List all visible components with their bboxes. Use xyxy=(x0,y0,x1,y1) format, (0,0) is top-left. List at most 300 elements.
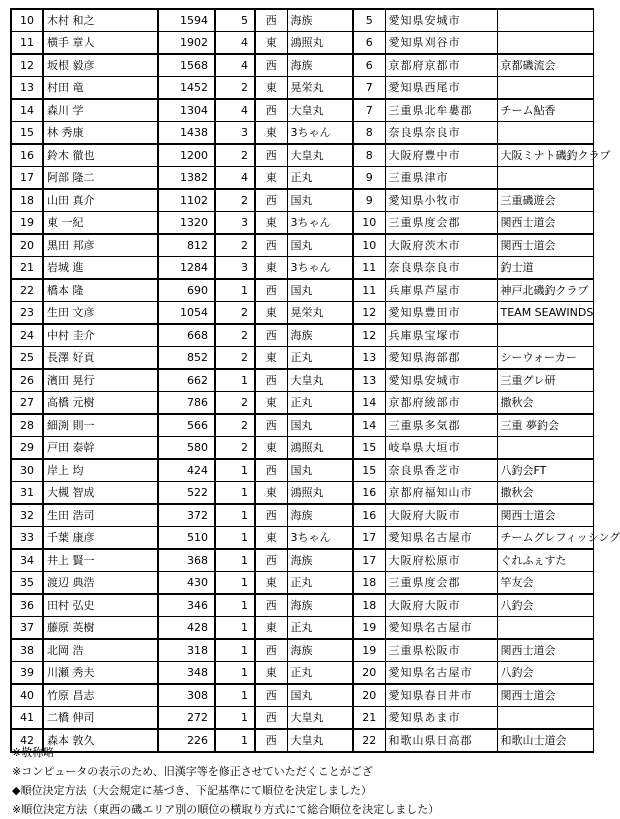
count-cell: 1 xyxy=(215,549,255,572)
table-row xyxy=(11,572,593,595)
club-cell: 竿友会 xyxy=(497,572,593,595)
name-cell: 藤原 英樹 xyxy=(43,617,158,640)
rank-cell: 24 xyxy=(11,324,43,347)
area-rank-cell: 7 xyxy=(353,77,385,100)
points-cell: 1382 xyxy=(158,167,215,190)
area-cell: 東 xyxy=(255,437,287,460)
area-rank-cell: 11 xyxy=(353,279,385,302)
club-cell: 撒秋会 xyxy=(497,392,593,415)
table-row xyxy=(11,347,593,370)
name-cell: 北岡 浩 xyxy=(43,639,158,662)
count-cell: 3 xyxy=(215,257,255,280)
name-cell: 鈴木 徹也 xyxy=(43,144,158,167)
table-row xyxy=(11,707,593,730)
ship-cell: 正丸 xyxy=(287,617,353,640)
ship-cell: 国丸 xyxy=(287,414,353,437)
name-cell: 森川 学 xyxy=(43,99,158,122)
area-rank-cell: 9 xyxy=(353,189,385,212)
club-cell: 関西士道会 xyxy=(497,684,593,707)
place-cell: 兵庫県芦屋市 xyxy=(385,279,497,302)
area-rank-cell: 13 xyxy=(353,347,385,370)
club-cell: 和歌山士道会 xyxy=(497,729,593,752)
count-cell: 1 xyxy=(215,617,255,640)
name-cell: 林 秀康 xyxy=(43,122,158,145)
name-cell: 山田 真介 xyxy=(43,189,158,212)
points-cell: 346 xyxy=(158,594,215,617)
rank-cell: 40 xyxy=(11,684,43,707)
name-cell: 生田 文彦 xyxy=(43,302,158,325)
count-cell: 2 xyxy=(215,189,255,212)
table-row xyxy=(11,189,593,212)
place-cell: 三重県度会郡 xyxy=(385,212,497,235)
name-cell: 細渕 則一 xyxy=(43,414,158,437)
area-cell: 西 xyxy=(255,324,287,347)
club-cell: 釣士道 xyxy=(497,257,593,280)
area-rank-cell: 8 xyxy=(353,144,385,167)
area-rank-cell: 6 xyxy=(353,32,385,55)
ship-cell: 海族 xyxy=(287,594,353,617)
place-cell: 三重県北牟婁郡 xyxy=(385,99,497,122)
points-cell: 424 xyxy=(158,459,215,482)
rank-cell: 34 xyxy=(11,549,43,572)
club-cell: 大阪ミナト磯釣クラブ xyxy=(497,144,593,167)
points-cell: 368 xyxy=(158,549,215,572)
table-row xyxy=(11,302,593,325)
name-cell: 二橋 伸司 xyxy=(43,707,158,730)
area-cell: 東 xyxy=(255,122,287,145)
points-cell: 580 xyxy=(158,437,215,460)
place-cell: 京都府綾部市 xyxy=(385,392,497,415)
club-cell xyxy=(497,437,593,460)
area-cell: 東 xyxy=(255,572,287,595)
place-cell: 奈良県奈良市 xyxy=(385,122,497,145)
points-cell: 690 xyxy=(158,279,215,302)
name-cell: 川瀬 秀夫 xyxy=(43,662,158,685)
count-cell: 2 xyxy=(215,324,255,347)
results-table xyxy=(10,8,620,753)
rank-cell: 25 xyxy=(11,347,43,370)
area-cell: 東 xyxy=(255,302,287,325)
points-cell: 1902 xyxy=(158,32,215,55)
count-cell: 4 xyxy=(215,167,255,190)
name-cell: 生田 浩司 xyxy=(43,504,158,527)
points-cell: 430 xyxy=(158,572,215,595)
name-cell: 坂根 毅彦 xyxy=(43,54,158,77)
place-cell: 兵庫県宝塚市 xyxy=(385,324,497,347)
rank-cell: 11 xyxy=(11,32,43,55)
area-cell: 西 xyxy=(255,594,287,617)
rank-cell: 27 xyxy=(11,392,43,415)
name-cell: 岸上 均 xyxy=(43,459,158,482)
club-cell: 三重 夢釣会 xyxy=(497,414,593,437)
club-cell: 三重グレ研 xyxy=(497,369,593,392)
rank-cell: 10 xyxy=(11,9,43,32)
area-rank-cell: 18 xyxy=(353,572,385,595)
place-cell: 岐阜県大垣市 xyxy=(385,437,497,460)
points-cell: 1200 xyxy=(158,144,215,167)
club-cell xyxy=(497,122,593,145)
table-row xyxy=(11,504,593,527)
ship-cell: 大皇丸 xyxy=(287,99,353,122)
rank-cell: 36 xyxy=(11,594,43,617)
count-cell: 1 xyxy=(215,527,255,550)
area-cell: 西 xyxy=(255,189,287,212)
area-cell: 東 xyxy=(255,32,287,55)
table-row xyxy=(11,639,593,662)
points-cell: 1568 xyxy=(158,54,215,77)
place-cell: 大阪府大阪市 xyxy=(385,594,497,617)
points-cell: 1304 xyxy=(158,99,215,122)
table-row xyxy=(11,234,593,257)
rank-cell: 19 xyxy=(11,212,43,235)
name-cell: 千葉 康彦 xyxy=(43,527,158,550)
area-cell: 東 xyxy=(255,347,287,370)
ship-cell: 3ちゃん xyxy=(287,212,353,235)
club-cell: 八釣会FT xyxy=(497,459,593,482)
points-cell: 1102 xyxy=(158,189,215,212)
ship-cell: 海族 xyxy=(287,504,353,527)
area-rank-cell: 12 xyxy=(353,302,385,325)
count-cell: 4 xyxy=(215,32,255,55)
count-cell: 2 xyxy=(215,144,255,167)
table-row xyxy=(11,279,593,302)
place-cell: 愛知県あま市 xyxy=(385,707,497,730)
rank-cell: 28 xyxy=(11,414,43,437)
rank-cell: 38 xyxy=(11,639,43,662)
ship-cell: 晃栄丸 xyxy=(287,77,353,100)
ship-cell: 国丸 xyxy=(287,189,353,212)
rank-cell: 15 xyxy=(11,122,43,145)
area-rank-cell: 11 xyxy=(353,257,385,280)
club-cell: 関西士道会 xyxy=(497,234,593,257)
club-cell xyxy=(497,617,593,640)
ship-cell: 正丸 xyxy=(287,392,353,415)
points-cell: 226 xyxy=(158,729,215,752)
table-row xyxy=(11,77,593,100)
table-row xyxy=(11,549,593,572)
area-cell: 西 xyxy=(255,234,287,257)
ship-cell: 正丸 xyxy=(287,662,353,685)
club-cell: ぐれふぇすた xyxy=(497,549,593,572)
rank-cell: 41 xyxy=(11,707,43,730)
results-table-body xyxy=(11,9,620,752)
ship-cell: 海族 xyxy=(287,9,353,32)
rank-cell: 17 xyxy=(11,167,43,190)
area-cell: 西 xyxy=(255,369,287,392)
area-rank-cell: 8 xyxy=(353,122,385,145)
table-row xyxy=(11,167,593,190)
rank-cell: 32 xyxy=(11,504,43,527)
place-cell: 大阪府茨木市 xyxy=(385,234,497,257)
name-cell: 濱田 晃行 xyxy=(43,369,158,392)
place-cell: 和歌山県日高郡 xyxy=(385,729,497,752)
area-cell: 西 xyxy=(255,549,287,572)
table-row xyxy=(11,257,593,280)
count-cell: 1 xyxy=(215,504,255,527)
rank-cell: 21 xyxy=(11,257,43,280)
ship-cell: 3ちゃん xyxy=(287,257,353,280)
area-cell: 西 xyxy=(255,54,287,77)
place-cell: 愛知県春日井市 xyxy=(385,684,497,707)
place-cell: 大阪府豊中市 xyxy=(385,144,497,167)
club-cell: 京都磯流会 xyxy=(497,54,593,77)
points-cell: 510 xyxy=(158,527,215,550)
club-cell: 関西士道会 xyxy=(497,504,593,527)
rank-cell: 23 xyxy=(11,302,43,325)
place-cell: 愛知県海部郡 xyxy=(385,347,497,370)
points-cell: 308 xyxy=(158,684,215,707)
area-cell: 西 xyxy=(255,144,287,167)
count-cell: 2 xyxy=(215,302,255,325)
club-cell xyxy=(497,77,593,100)
area-cell: 西 xyxy=(255,9,287,32)
club-cell: 八釣会 xyxy=(497,594,593,617)
ship-cell: 海族 xyxy=(287,324,353,347)
area-cell: 東 xyxy=(255,662,287,685)
table-row xyxy=(11,324,593,347)
points-cell: 1594 xyxy=(158,9,215,32)
rank-cell: 13 xyxy=(11,77,43,100)
table-row xyxy=(11,99,593,122)
area-cell: 西 xyxy=(255,459,287,482)
count-cell: 2 xyxy=(215,234,255,257)
place-cell: 奈良県香芝市 xyxy=(385,459,497,482)
name-cell: 橋本 隆 xyxy=(43,279,158,302)
count-cell: 2 xyxy=(215,347,255,370)
ship-cell: 鴻照丸 xyxy=(287,482,353,505)
table-row xyxy=(11,369,593,392)
ship-cell: 正丸 xyxy=(287,167,353,190)
ship-cell: 国丸 xyxy=(287,234,353,257)
points-cell: 1320 xyxy=(158,212,215,235)
area-rank-cell: 17 xyxy=(353,527,385,550)
place-cell: 京都府京都市 xyxy=(385,54,497,77)
points-cell: 1054 xyxy=(158,302,215,325)
points-cell: 662 xyxy=(158,369,215,392)
club-cell: TEAM SEAWINDS xyxy=(497,302,593,325)
note-honorifics: ※敬称略 xyxy=(12,746,55,759)
area-rank-cell: 14 xyxy=(353,414,385,437)
name-cell: 岩城 進 xyxy=(43,257,158,280)
table-row xyxy=(11,32,593,55)
count-cell: 2 xyxy=(215,414,255,437)
count-cell: 5 xyxy=(215,9,255,32)
area-rank-cell: 17 xyxy=(353,549,385,572)
place-cell: 愛知県名古屋市 xyxy=(385,662,497,685)
name-cell: 戸田 泰幹 xyxy=(43,437,158,460)
rank-cell: 39 xyxy=(11,662,43,685)
rank-cell: 12 xyxy=(11,54,43,77)
table-row xyxy=(11,9,593,32)
count-cell: 1 xyxy=(215,662,255,685)
table-row xyxy=(11,414,593,437)
ship-cell: 国丸 xyxy=(287,684,353,707)
count-cell: 2 xyxy=(215,77,255,100)
table-row xyxy=(11,662,593,685)
count-cell: 2 xyxy=(215,437,255,460)
place-cell: 愛知県安城市 xyxy=(385,9,497,32)
table-row xyxy=(11,144,593,167)
rank-cell: 18 xyxy=(11,189,43,212)
name-cell: 大槻 智成 xyxy=(43,482,158,505)
note-ranking-method: ◆順位決定方法（大会規定に基づき、下記基準にて順位を決定しました） xyxy=(12,784,373,797)
place-cell: 大阪府松原市 xyxy=(385,549,497,572)
count-cell: 1 xyxy=(215,369,255,392)
ship-cell: 大皇丸 xyxy=(287,144,353,167)
area-cell: 東 xyxy=(255,392,287,415)
table-row xyxy=(11,684,593,707)
area-rank-cell: 15 xyxy=(353,459,385,482)
area-rank-cell: 20 xyxy=(353,662,385,685)
area-rank-cell: 13 xyxy=(353,369,385,392)
area-rank-cell: 15 xyxy=(353,437,385,460)
area-rank-cell: 21 xyxy=(353,707,385,730)
points-cell: 852 xyxy=(158,347,215,370)
count-cell: 1 xyxy=(215,707,255,730)
count-cell: 4 xyxy=(215,99,255,122)
rank-cell: 35 xyxy=(11,572,43,595)
club-cell: 八釣会 xyxy=(497,662,593,685)
count-cell: 2 xyxy=(215,392,255,415)
count-cell: 1 xyxy=(215,482,255,505)
area-cell: 東 xyxy=(255,212,287,235)
name-cell: 阿部 隆二 xyxy=(43,167,158,190)
points-cell: 1438 xyxy=(158,122,215,145)
ship-cell: 国丸 xyxy=(287,279,353,302)
club-cell: 撒秋会 xyxy=(497,482,593,505)
table-row xyxy=(11,212,593,235)
place-cell: 京都府福知山市 xyxy=(385,482,497,505)
points-cell: 522 xyxy=(158,482,215,505)
ship-cell: 海族 xyxy=(287,639,353,662)
area-cell: 西 xyxy=(255,729,287,752)
area-rank-cell: 19 xyxy=(353,639,385,662)
name-cell: 井上 賢一 xyxy=(43,549,158,572)
ship-cell: 大皇丸 xyxy=(287,707,353,730)
ship-cell: 晃栄丸 xyxy=(287,302,353,325)
area-rank-cell: 22 xyxy=(353,729,385,752)
club-cell xyxy=(497,707,593,730)
place-cell: 大阪府大阪市 xyxy=(385,504,497,527)
area-rank-cell: 10 xyxy=(353,234,385,257)
count-cell: 1 xyxy=(215,729,255,752)
area-cell: 東 xyxy=(255,257,287,280)
area-rank-cell: 16 xyxy=(353,504,385,527)
club-cell xyxy=(497,32,593,55)
count-cell: 3 xyxy=(215,122,255,145)
area-rank-cell: 6 xyxy=(353,54,385,77)
area-cell: 東 xyxy=(255,167,287,190)
name-cell: 高橋 元樹 xyxy=(43,392,158,415)
club-cell: 三重磯遊会 xyxy=(497,189,593,212)
table-row xyxy=(11,482,593,505)
area-rank-cell: 19 xyxy=(353,617,385,640)
area-cell: 西 xyxy=(255,504,287,527)
area-rank-cell: 7 xyxy=(353,99,385,122)
name-cell: 木村 和之 xyxy=(43,9,158,32)
area-cell: 西 xyxy=(255,279,287,302)
area-cell: 東 xyxy=(255,482,287,505)
place-cell: 三重県松阪市 xyxy=(385,639,497,662)
name-cell: 竹原 昌志 xyxy=(43,684,158,707)
ship-cell: 鴻照丸 xyxy=(287,32,353,55)
points-cell: 1452 xyxy=(158,77,215,100)
name-cell: 田村 弘史 xyxy=(43,594,158,617)
rank-cell: 30 xyxy=(11,459,43,482)
area-cell: 西 xyxy=(255,414,287,437)
area-rank-cell: 12 xyxy=(353,324,385,347)
points-cell: 668 xyxy=(158,324,215,347)
rank-cell: 37 xyxy=(11,617,43,640)
name-cell: 東 一紀 xyxy=(43,212,158,235)
place-cell: 三重県度会郡 xyxy=(385,572,497,595)
rank-cell: 33 xyxy=(11,527,43,550)
points-cell: 348 xyxy=(158,662,215,685)
place-cell: 三重県津市 xyxy=(385,167,497,190)
place-cell: 愛知県豊田市 xyxy=(385,302,497,325)
name-cell: 横手 章人 xyxy=(43,32,158,55)
ship-cell: 3ちゃん xyxy=(287,527,353,550)
area-rank-cell: 14 xyxy=(353,392,385,415)
name-cell: 長澤 好貢 xyxy=(43,347,158,370)
club-cell: チームグレフィッシング xyxy=(497,527,593,550)
club-cell: チーム鮎香 xyxy=(497,99,593,122)
place-cell: 愛知県西尾市 xyxy=(385,77,497,100)
area-cell: 西 xyxy=(255,99,287,122)
area-cell: 東 xyxy=(255,527,287,550)
area-rank-cell: 20 xyxy=(353,684,385,707)
club-cell xyxy=(497,324,593,347)
area-rank-cell: 10 xyxy=(353,212,385,235)
area-rank-cell: 18 xyxy=(353,594,385,617)
club-cell: 関西士道会 xyxy=(497,639,593,662)
points-cell: 318 xyxy=(158,639,215,662)
area-rank-cell: 5 xyxy=(353,9,385,32)
points-cell: 372 xyxy=(158,504,215,527)
points-cell: 1284 xyxy=(158,257,215,280)
place-cell: 愛知県名古屋市 xyxy=(385,527,497,550)
area-cell: 西 xyxy=(255,639,287,662)
club-cell xyxy=(497,9,593,32)
club-cell: シーウォーカー xyxy=(497,347,593,370)
ship-cell: 国丸 xyxy=(287,459,353,482)
note-kanji: ※コンピュータの表示のため、旧漢字等を修正させていただくことがござ xyxy=(12,765,373,778)
area-cell: 東 xyxy=(255,617,287,640)
count-cell: 1 xyxy=(215,572,255,595)
area-cell: 西 xyxy=(255,707,287,730)
club-cell xyxy=(497,167,593,190)
note-ranking-east-west: ※順位決定方法（東西の磯エリア別の順位の横取り方式にて総合順位を決定しました） xyxy=(12,803,440,816)
table-row xyxy=(11,527,593,550)
count-cell: 1 xyxy=(215,684,255,707)
ship-cell: 海族 xyxy=(287,549,353,572)
area-cell: 西 xyxy=(255,684,287,707)
ship-cell: 3ちゃん xyxy=(287,122,353,145)
rank-cell: 31 xyxy=(11,482,43,505)
rank-cell: 29 xyxy=(11,437,43,460)
rank-cell: 42 xyxy=(11,729,43,752)
place-cell: 愛知県安城市 xyxy=(385,369,497,392)
table-row xyxy=(11,437,593,460)
club-cell: 関西士道会 xyxy=(497,212,593,235)
count-cell: 4 xyxy=(215,54,255,77)
place-cell: 愛知県小牧市 xyxy=(385,189,497,212)
count-cell: 1 xyxy=(215,594,255,617)
table-row xyxy=(11,459,593,482)
ship-cell: 正丸 xyxy=(287,347,353,370)
area-rank-cell: 16 xyxy=(353,482,385,505)
table-row xyxy=(11,54,593,77)
